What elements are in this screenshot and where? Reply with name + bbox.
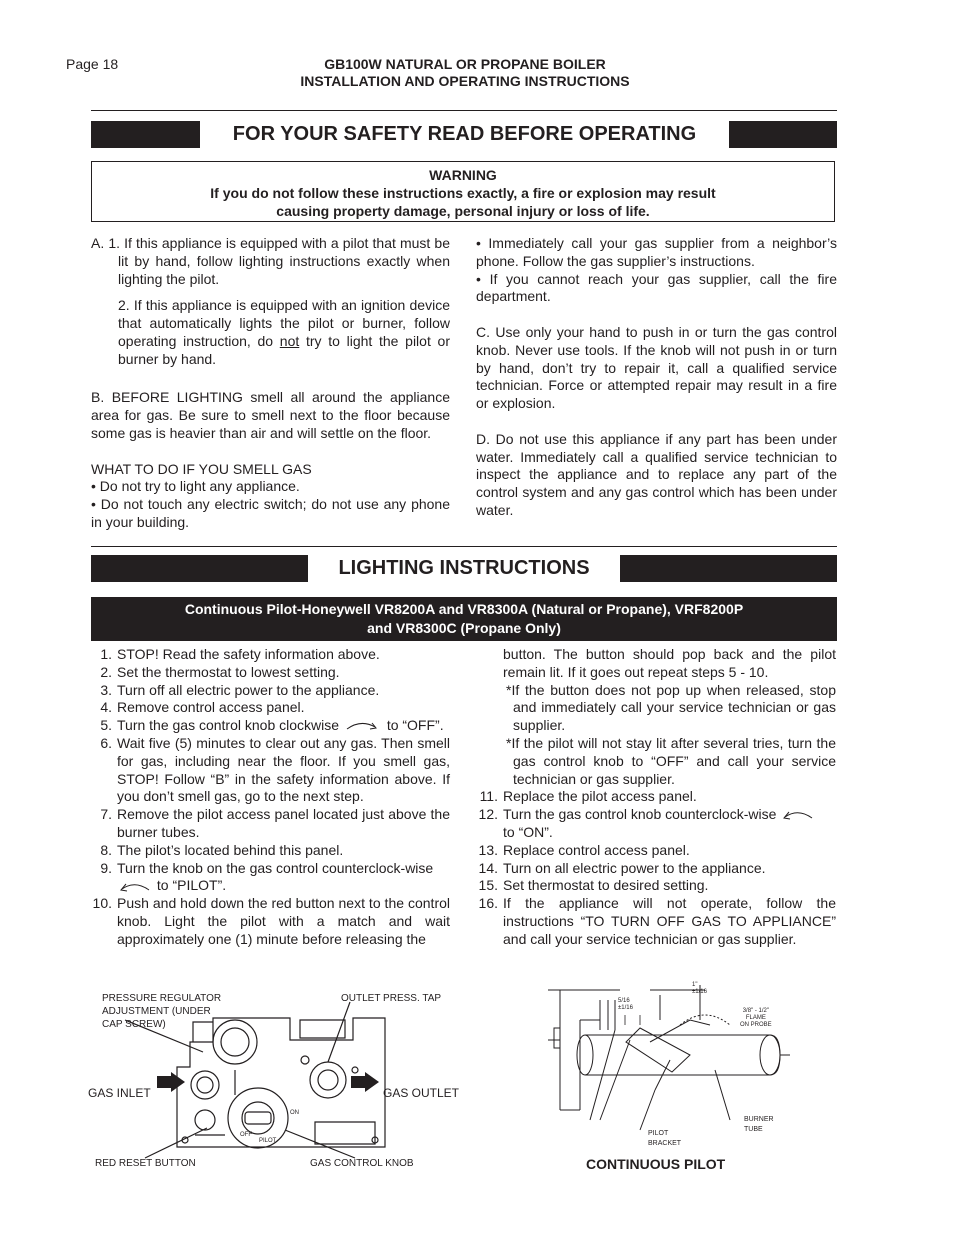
dimension-1-inch-tolerance: ±1/16: [692, 989, 707, 995]
step-number: 13.: [478, 841, 498, 858]
lighting-section-title: LIGHTING INSTRUCTIONS: [338, 557, 590, 579]
safety-item-a2: [91, 297, 450, 368]
burner-tube-label-line: TUBE: [744, 1126, 763, 1133]
note-button: *If the button does not pop up when released, stop and immediately call your service technician or gas supplier.: [506, 681, 836, 734]
continuous-pilot-caption: CONTINUOUS PILOT: [586, 1156, 726, 1172]
step-number: 9.: [100, 859, 112, 876]
step-1: [91, 646, 450, 664]
step-number: 16.: [478, 895, 498, 912]
flame-on-probe-line: 3/8" - 1/2": [742, 1008, 769, 1014]
safety-item-b: B. BEFORE LIGHTING smell all around the appliance area for gas. Be sure to smell next to the floor because some gas is heavier than air and will settle on the floor.: [91, 389, 450, 441]
pressure-regulator-label-line: PRESSURE REGULATOR: [102, 993, 222, 1004]
safety-item-a2-text-end: try to light the pilot or burner by hand.: [118, 332, 450, 367]
safety-left-column: [91, 235, 450, 532]
section-rule: [91, 546, 837, 547]
step-15: [477, 877, 836, 895]
step-number: 15.: [478, 877, 498, 894]
counterclockwise-arrow-icon: [117, 880, 153, 894]
step-number: 7.: [100, 806, 112, 823]
step-2: [91, 664, 450, 682]
smell-gas-item-3: • Immediately call your gas supplier from a neighbor’s phone. Follow the gas supplier’s instructions.: [476, 235, 837, 269]
outlet-press-tap-label: OUTLET PRESS. TAP: [341, 993, 442, 1004]
pressure-regulator-label: [102, 992, 221, 1031]
step-text: Replace control access panel.: [503, 841, 690, 858]
step-14: [477, 860, 836, 878]
pilot-bracket-label: [648, 1129, 681, 1149]
step-text: Turn off all electric power to the appliance.: [117, 681, 380, 698]
step-number: 11.: [479, 788, 498, 805]
flame-on-probe-line: ON PROBE: [740, 1022, 772, 1028]
knob-pilot-label: PILOT: [259, 1138, 277, 1144]
smell-gas-heading: WHAT TO DO IF YOU SMELL GAS: [91, 460, 312, 477]
step-text: Push and hold down the red button next to the control knob. Light the pilot with a match and wait approximately one (1) minute before releasing the: [117, 895, 450, 947]
dimension-5-16-tolerance: ±1/16: [618, 1005, 633, 1011]
safety-item-a1: A. 1. If this appliance is equipped with a pilot that must be lit by hand, follow lighting instructions exactly when lighting the pilot.: [91, 235, 450, 287]
continuous-pilot-figure: [540, 980, 840, 1180]
lighting-right-column: [477, 646, 836, 949]
step-5: [91, 717, 450, 735]
document-title-line-1: GB100W NATURAL OR PROPANE BOILER: [324, 56, 606, 72]
step-12: [477, 806, 836, 842]
step-text: Remove the pilot access panel located just above the burner tubes.: [117, 806, 450, 840]
gas-outlet-label: GAS OUTLET: [383, 1086, 460, 1100]
pilot-bracket-label-line: BRACKET: [648, 1140, 682, 1147]
dimension-5-16: [618, 998, 633, 1012]
step-text: Replace the pilot access panel.: [503, 788, 697, 805]
warning-box: [91, 161, 835, 222]
smell-gas-item-2: • Do not touch any electric switch; do not use any phone in your building.: [91, 496, 450, 530]
control-model-line-1: Continuous Pilot-Honeywell VR8200A and VR8300A (Natural or Propane), VRF8200P: [184, 601, 744, 617]
document-title-line-2: INSTALLATION AND OPERATING INSTRUCTIONS: [300, 73, 630, 89]
step-text: Remove control access panel.: [117, 699, 305, 716]
pilot-bracket-label-line: PILOT: [648, 1130, 669, 1137]
step-3: [91, 682, 450, 700]
note-pilot: *If the pilot will not stay lit after several tries, turn the gas control knob to “OFF” and call your service technician or gas supplier.: [506, 734, 836, 787]
lighting-left-column: [91, 646, 450, 949]
warning-line-1: If you do not follow these instructions exactly, a fire or explosion may result: [210, 185, 716, 201]
safety-item-c: C. Use only your hand to push in or turn the gas control knob. Never use tools. If the knob will not push in or turn by hand, don’t try to repair it, call a qualified service technician. Force or attempted repair may result in a fire or explosion.: [476, 323, 837, 412]
step-text: Turn the gas control knob clockwise: [117, 717, 340, 734]
step-number: 1.: [100, 646, 112, 662]
step-number: 10.: [92, 895, 112, 912]
dimension-1-inch-value: 1": [692, 982, 698, 988]
safety-item-a2-not: not: [279, 332, 300, 349]
safety-item-a2-text: 2. If this appliance is equipped with an ignition device that automatically lights the pilot or burner, follow operating instruction, do: [118, 297, 450, 349]
control-model-banner: [91, 597, 837, 641]
gas-inlet-label: GAS INLET: [88, 1086, 151, 1100]
burner-tube-label: [744, 1115, 774, 1135]
step-text: Set the thermostat to lowest setting.: [117, 663, 340, 680]
dimension-5-16-value: 5/16: [618, 998, 630, 1004]
step-number: 4.: [100, 699, 112, 716]
step-16: [477, 895, 836, 948]
safety-section-title: FOR YOUR SAFETY READ BEFORE OPERATING: [232, 123, 697, 145]
gas-control-knob-label: GAS CONTROL KNOB: [310, 1158, 414, 1169]
step-text: STOP! Read the safety information above.: [117, 646, 380, 662]
step-number: 8.: [100, 841, 112, 858]
step-number: 2.: [100, 663, 112, 680]
document-title: [200, 56, 730, 90]
pressure-regulator-label-line: CAP SCREW): [102, 1019, 166, 1030]
step-text: Set thermostat to desired setting.: [503, 877, 709, 894]
step-text-end: to “ON”.: [503, 823, 553, 840]
step-10-continued: [477, 646, 836, 682]
knob-off-label: OFF: [240, 1132, 252, 1138]
step-7: [91, 806, 450, 842]
step-text: The pilot’s located behind this panel.: [117, 841, 344, 858]
safety-right-column: [476, 235, 837, 520]
burner-tube-label-line: BURNER: [744, 1116, 774, 1123]
page-number: Page 18: [66, 56, 119, 72]
smell-gas-item-4: • If you cannot reach your gas supplier, call the fire department.: [476, 270, 837, 305]
step-13: [477, 842, 836, 860]
step-text: Wait five (5) minutes to clear out any gas. Then smell for gas, including near the floor. If you smell gas, STOP! Follow “B” in the safety information above. If you don’t smell gas, go to the next step.: [117, 734, 450, 805]
step-number: 6.: [100, 734, 112, 751]
step-text: Turn on all electric power to the appliance.: [503, 859, 766, 876]
knob-on-label: ON: [290, 1110, 299, 1116]
step-number: 5.: [100, 717, 112, 734]
step-10: [91, 895, 450, 948]
header-rule: [91, 110, 837, 111]
step-8: [91, 842, 450, 860]
step-4: [91, 699, 450, 717]
counterclockwise-arrow-icon: [780, 808, 816, 822]
flame-on-probe-label: [740, 1008, 772, 1029]
step-text-end: to “PILOT”.: [156, 877, 227, 894]
red-reset-button-label: RED RESET BUTTON: [95, 1158, 196, 1169]
title-bar-right: [729, 121, 837, 148]
step-number: 14.: [478, 859, 498, 876]
control-model-line-2: and VR8300C (Propane Only): [367, 620, 561, 636]
step-text: Turn the gas control knob counterclock-wise: [503, 806, 777, 823]
pressure-regulator-label-line: ADJUSTMENT (UNDER: [102, 1006, 211, 1017]
warning-label: WARNING: [429, 167, 497, 183]
step-6: [91, 735, 450, 806]
safety-item-d: D. Do not use this appliance if any part has been under water. Immediately call a qualified service technician to inspect the appliance and to replace any part of the control system and any gas control which has been under water.: [476, 430, 837, 518]
warning-line-2: causing property damage, personal injury or loss of life.: [276, 203, 650, 219]
step-number: 12.: [478, 806, 498, 823]
step-text-end: to “OFF”.: [386, 717, 444, 734]
gas-control-figure: [85, 980, 465, 1180]
dimension-1-inch: [692, 982, 707, 996]
step-text: Turn the knob on the gas control counterclock-wise: [117, 859, 434, 876]
step-text: button. The button should pop back and the pilot remain lit. If it goes out repeat steps 5 - 10.: [503, 646, 836, 680]
clockwise-arrow-icon: [343, 719, 383, 733]
step-11: [477, 788, 836, 806]
flame-on-probe-line: FLAME: [745, 1015, 766, 1021]
title-bar-left: [91, 121, 200, 148]
step-number: 3.: [100, 681, 112, 698]
lighting-bar-right: [620, 555, 837, 582]
continuous-pilot-drawing: [540, 980, 840, 1150]
lighting-bar-left: [91, 555, 308, 582]
smell-gas-item-1: • Do not try to light any appliance.: [91, 478, 300, 495]
step-text: If the appliance will not operate, follow the instructions “TO TURN OFF GAS TO APPLIANCE” and call your service technician or gas supplier.: [503, 895, 836, 947]
step-9: [91, 860, 450, 896]
